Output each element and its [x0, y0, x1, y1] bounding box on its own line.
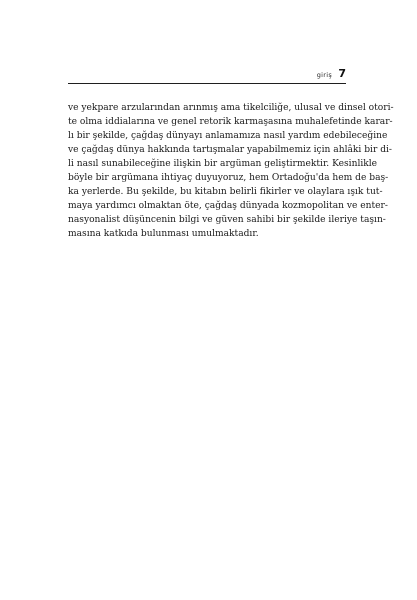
page-number: 7	[338, 67, 346, 80]
text-line: ve yekpare arzularından arınmış ama tikelciliğe, ulusal ve dinsel otori-	[68, 103, 394, 113]
text-line: li nasıl sunabileceğine ilişkin bir argüman geliştirmektir. Kesinlikle	[68, 159, 378, 169]
text-line: ve çağdaş dünya hakkında tartışmalar yapabilmemiz için ahlâki bir di-	[68, 145, 392, 155]
body-paragraph	[68, 101, 394, 241]
running-head-section-label: giriş	[316, 71, 332, 79]
text-line: te olma iddialarına ve genel retorik karmaşasına muhalefetinde karar-	[68, 117, 393, 127]
text-line: nasyonalist düşüncenin bilgi ve güven sahibi bir şekilde ileriye taşın-	[68, 215, 386, 225]
text-line: böyle bir argümana ihtiyaç duyuyoruz, hem Ortadoğu'da hem de baş-	[68, 173, 389, 183]
header-rule	[68, 83, 346, 84]
text-line: maya yardımcı olmaktan öte, çağdaş dünyada kozmopolitan ve enter-	[68, 201, 388, 211]
text-line: ka yerlerde. Bu şekilde, bu kitabın belirli fikirler ve olaylara ışık tut-	[68, 187, 383, 197]
page-header	[68, 69, 346, 83]
text-line: masına katkıda bulunması umulmaktadır.	[68, 229, 259, 239]
text-line: lı bir şekilde, çağdaş dünyayı anlamamıza nasıl yardım edebileceğine	[68, 131, 388, 141]
